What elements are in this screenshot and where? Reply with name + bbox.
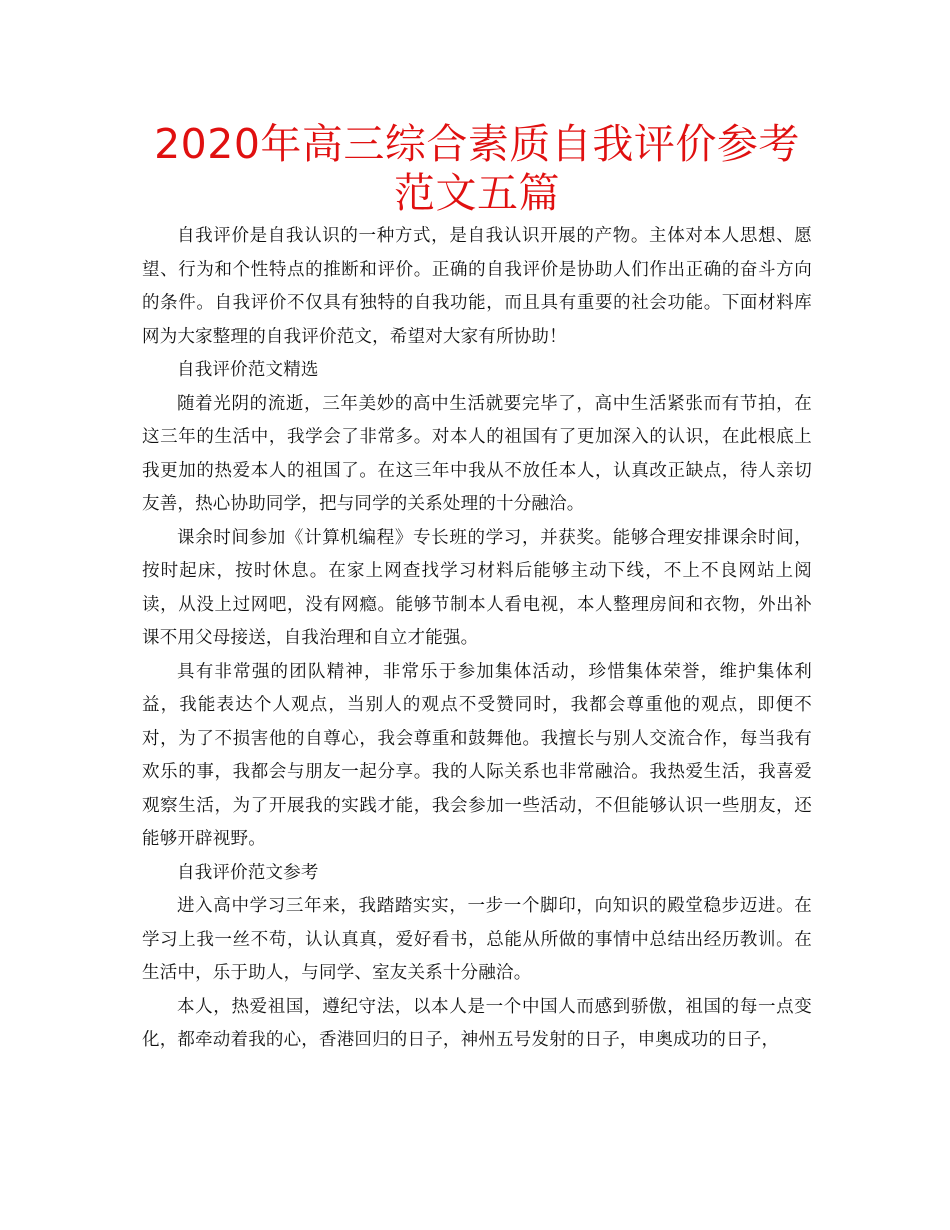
body-paragraph: 本人，热爱祖国，遵纪守法，以本人是一个中国人而感到骄傲，祖国的每一点变化，都牵动着我的心，香港回归的日子，神州五号发射的日子，申奥成功的日子， [142, 996, 812, 1050]
document-title: 2020年高三综合素质自我评价参考范文五篇 [154, 120, 800, 217]
document-body [142, 220, 812, 1058]
body-paragraph: 具有非常强的团队精神，非常乐于参加集体活动，珍惜集体荣誉，维护集体利益，我能表达个人观点，当别人的观点不受赞同时，我都会尊重他的观点，即便不对，为了不损害他的自尊心，我会尊重和鼓舞他。我擅长与别人交流合作，每当我有欢乐的事，我都会与朋友一起分享。我的人际关系也非常融洽。我热爱生活，我喜爱观察生活，为了开展我的实践才能，我会参加一些活动，不但能够认识一些朋友，还能够开辟视野。 [142, 661, 812, 849]
body-paragraph: 随着光阴的流逝，三年美妙的高中生活就要完毕了，高中生活紧张而有节拍，在这三年的生活中，我学会了非常多。对本人的祖国有了更加深入的认识，在此根底上我更加的热爱本人的祖国了。在这三年中我从不放任本人，认真改正缺点，待人亲切友善，热心协助同学，把与同学的关系处理的十分融洽。 [142, 393, 812, 514]
body-paragraph: 进入高中学习三年来，我踏踏实实，一步一个脚印，向知识的殿堂稳步迈进。在学习上我一丝不苟，认认真真，爱好看书，总能从所做的事情中总结出经历教训。在生活中，乐于助人，与同学、室友关系十分融洽。 [142, 896, 812, 983]
section-heading-selected: 自我评价范文精选 [177, 360, 319, 380]
section-heading-reference: 自我评价范文参考 [177, 862, 319, 883]
body-paragraph: 课余时间参加《计算机编程》专长班的学习，并获奖。能够合理安排课余时间，按时起床，按时休息。在家上网查找学习材料后能够主动下线，不上不良网站上阅读，从没上过网吧，没有网瘾。能够节制本人看电视，本人整理房间和衣物，外出补课不用父母接送，自我治理和自立才能强。 [142, 527, 812, 648]
intro-paragraph: 自我评价是自我认识的一种方式，是自我认识开展的产物。主体对本人思想、愿望、行为和个性特点的推断和评价。正确的自我评价是协助人们作出正确的奋斗方向的条件。自我评价不仅具有独特的自我功能，而且具有重要的社会功能。下面材料库网为大家整理的自我评价范文，希望对大家有所协助！ [142, 226, 812, 347]
